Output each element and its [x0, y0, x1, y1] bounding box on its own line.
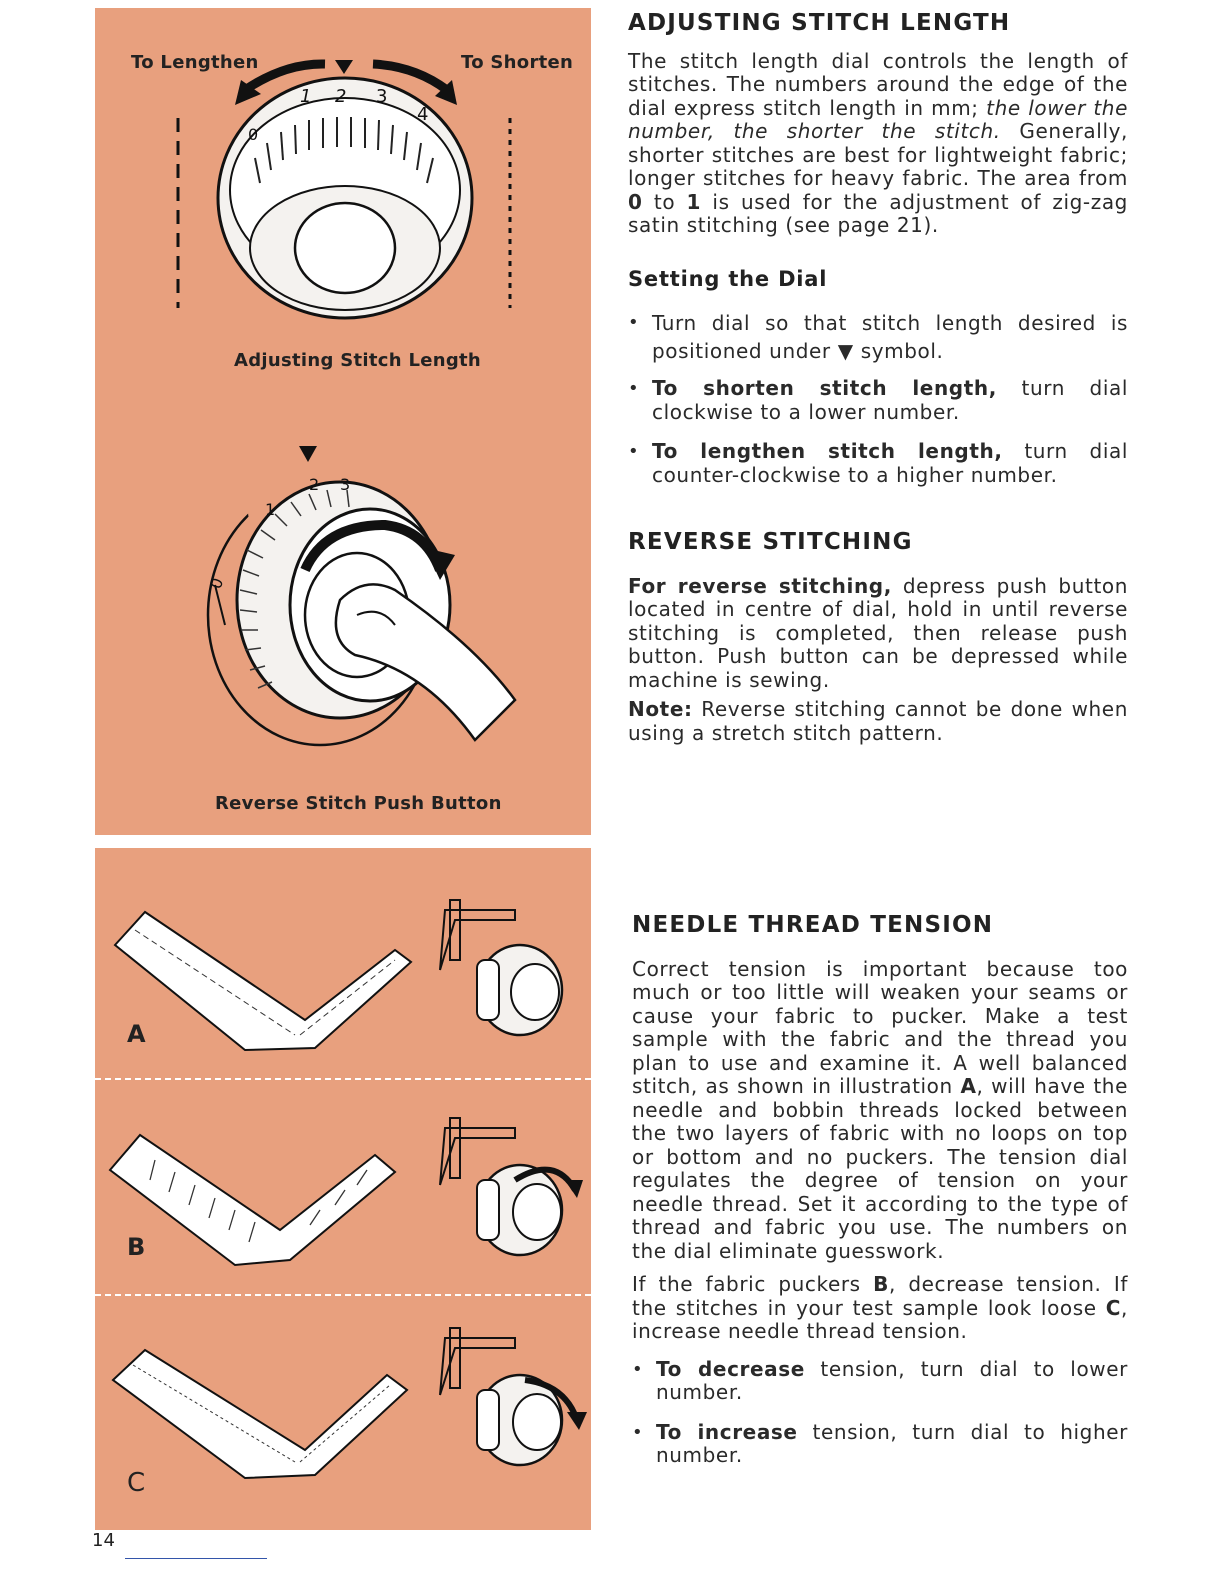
needle-tension-section	[632, 914, 1128, 1468]
pointer-triangle-icon	[335, 60, 353, 74]
tension-paragraph-2: If the fabric puckers B, decrease tension. If the stitches in your test sample look loose C, increase needle thread tension.	[632, 1272, 1129, 1343]
list-item: • To decrease tension, turn dial to lower number.	[632, 1358, 1128, 1405]
illustration-label-b: B	[127, 1233, 146, 1261]
svg-text:2: 2	[309, 475, 320, 494]
svg-text:0: 0	[248, 125, 259, 144]
divider	[125, 1558, 267, 1559]
setting-dial-heading: Setting the Dial	[628, 266, 828, 291]
tension-dial-c	[440, 1328, 587, 1465]
tension-paragraph-1: Correct tension is important because too much or too little will weaken your seams or cause your fabric to pucker. Make a test sample with the fabric and the thread you plan to use and examine it. A well balanced stitch, as shown in illustration A, will have the needle and bobbin threads locked between the two layers of fabric with no loops on top or bottom and no puckers. The tension dial regulates the degree of tension on your needle thread. Set it according to the type of thread and fabric you use. The numbers on the dial eliminate guesswork.	[632, 956, 1128, 1263]
svg-text:1: 1	[300, 86, 312, 107]
reverse-stitching-section	[628, 531, 1128, 745]
svg-text:1: 1	[265, 500, 276, 519]
tension-list	[632, 1358, 1128, 1468]
list-item: • To shorten stitch length, turn dial clockwise to a lower number.	[628, 377, 1128, 424]
fabric-sample-c	[113, 1350, 407, 1478]
illustration-label-c: C	[127, 1468, 146, 1498]
to-lengthen-label: To Lengthen	[131, 52, 259, 73]
stitch-length-heading: ADJUSTING STITCH LENGTH	[628, 10, 1011, 36]
tension-illustrations	[95, 880, 591, 1500]
reverse-stitching-heading: REVERSE STITCHING	[628, 529, 913, 555]
tension-dial-b	[440, 1118, 583, 1255]
svg-text:4: 4	[417, 104, 429, 125]
reverse-note: Note: Reverse stitching cannot be done when using a stretch stitch pattern.	[628, 697, 1128, 745]
list-item: • To lengthen stitch length, turn dial counter-clockwise to a higher number.	[628, 440, 1128, 487]
svg-text:2: 2	[335, 86, 347, 107]
stitch-length-section	[628, 12, 1128, 487]
pointer-triangle-icon: ▼	[837, 339, 854, 363]
pointer-triangle-icon	[299, 446, 317, 462]
setting-dial-list	[628, 309, 1128, 487]
fabric-sample-a	[115, 912, 411, 1050]
fabric-sample-b	[110, 1135, 395, 1265]
svg-text:0: 0	[205, 575, 228, 592]
svg-text:3: 3	[376, 86, 388, 107]
list-item: • Turn dial so that stitch length desired is positioned under ▼ symbol.	[628, 309, 1128, 365]
tension-dial-a	[440, 900, 562, 1035]
reverse-push-button-illustration	[95, 430, 591, 790]
stitch-length-intro: The stitch length dial controls the length of stitches. The numbers around the edge of the dial express stitch length in mm; the lower the number, the shorter the stitch. Generally, shorter stitches are best for lightweight fabric; longer stitches for heavy fabric. The area from 0 to 1 is used for the adjustment of zig-zag satin stitching (see page 21).	[628, 48, 1128, 237]
list-item: • To increase tension, turn dial to higher number.	[632, 1421, 1128, 1468]
illustration-label-a: A	[127, 1020, 146, 1048]
needle-tension-heading: NEEDLE THREAD TENSION	[632, 912, 994, 938]
stitch-length-dial-illustration	[95, 8, 591, 348]
to-shorten-label: To Shorten	[461, 52, 574, 73]
adjusting-stitch-length-caption: Adjusting Stitch Length	[234, 350, 482, 371]
page-number: 14	[92, 1530, 115, 1551]
reverse-stitching-paragraph: For reverse stitching, depress push button located in centre of dial, hold in until reverse stitching is completed, then release push button. Push button can be depressed while machine is sewing.	[628, 573, 1128, 692]
reverse-stitch-push-button-caption: Reverse Stitch Push Button	[215, 793, 502, 814]
svg-text:3: 3	[340, 475, 351, 494]
